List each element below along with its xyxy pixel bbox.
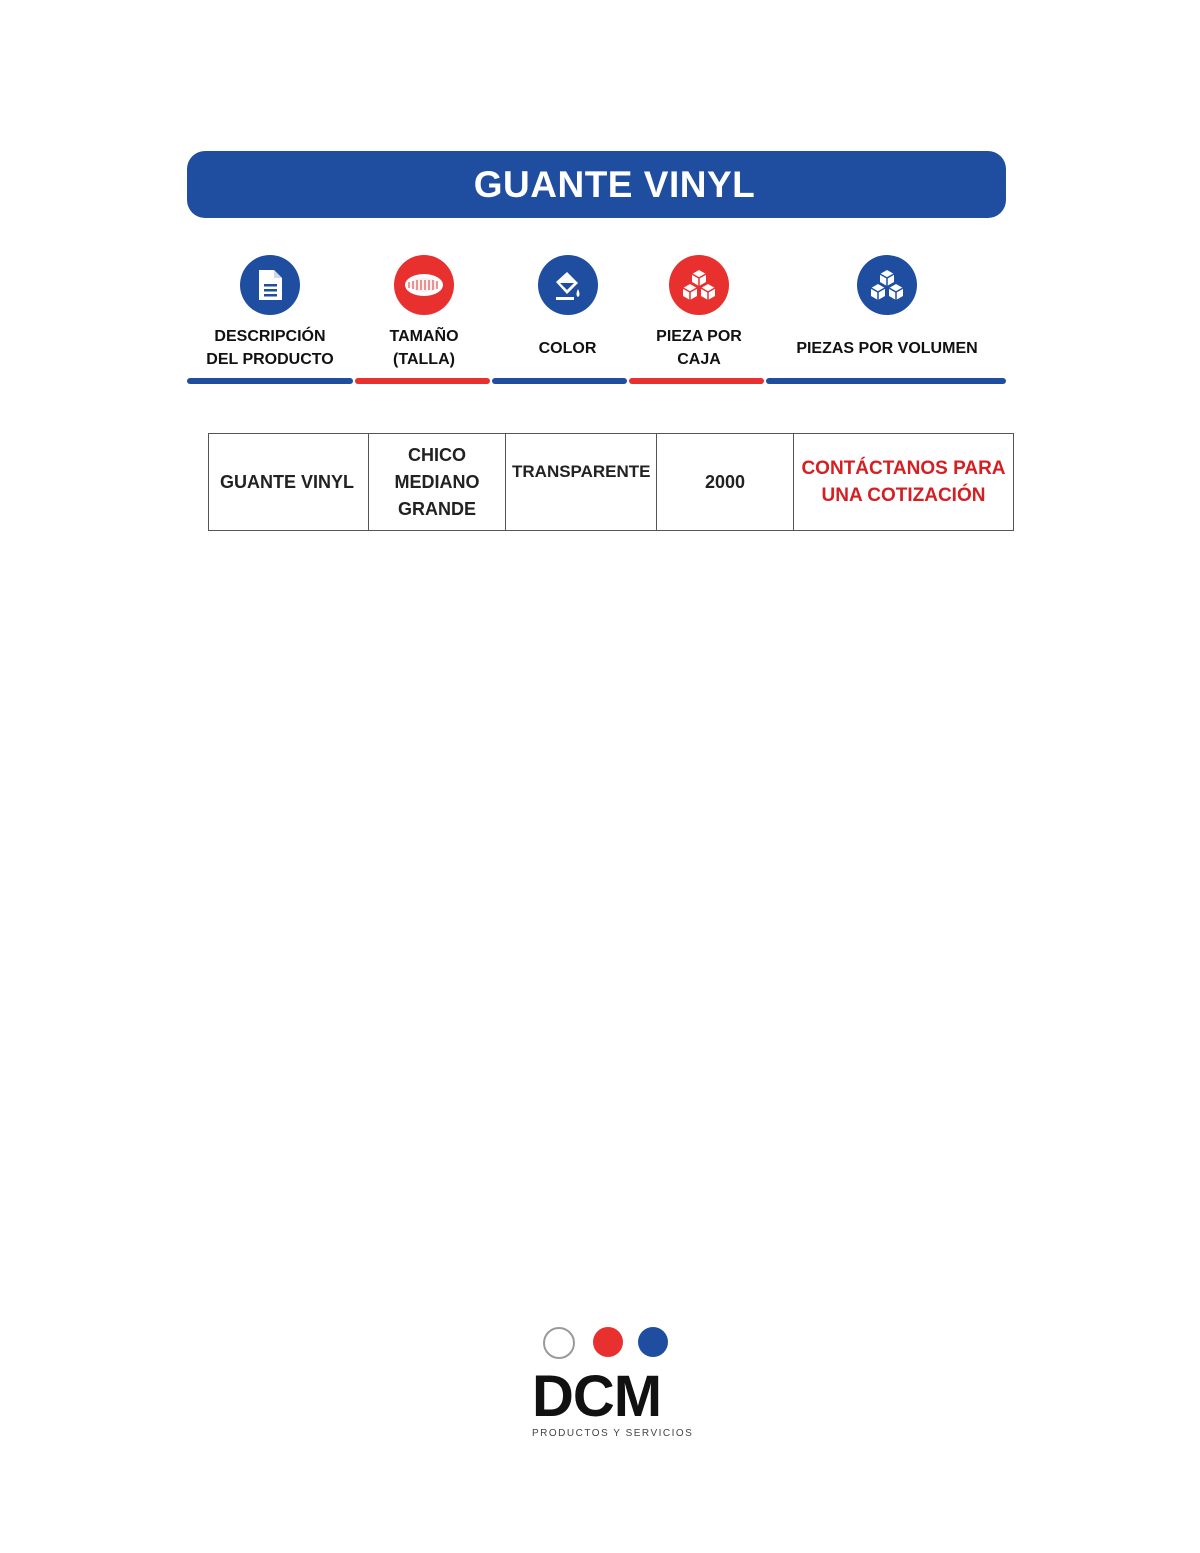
logo-dot-red bbox=[593, 1327, 623, 1357]
volume-cell bbox=[794, 434, 1014, 531]
size-chico: CHICO bbox=[408, 444, 466, 465]
title-banner bbox=[187, 151, 1006, 218]
dcm-logo bbox=[530, 1323, 694, 1443]
logo-tagline: PRODUCTOS Y SERVICIOS bbox=[532, 1428, 694, 1439]
header-pieza-por-caja bbox=[630, 255, 768, 373]
header-tamano bbox=[350, 255, 498, 373]
pieces-per-box-cell: 2000 bbox=[657, 434, 794, 531]
logo-dot-blue bbox=[638, 1327, 668, 1357]
header-underline bbox=[187, 378, 353, 384]
header-color bbox=[500, 255, 635, 373]
header-piezas-por-volumen bbox=[768, 255, 1006, 373]
product-spec-table bbox=[208, 433, 1014, 531]
logo-dot-white bbox=[543, 1327, 575, 1359]
header-underline bbox=[355, 378, 490, 384]
contact-line-2: UNA COTIZACIÓN bbox=[821, 485, 986, 506]
boxes-icon bbox=[669, 255, 729, 315]
header-label: DESCRIPCIÓN DEL PRODUCTO bbox=[206, 328, 334, 368]
table-row bbox=[209, 434, 1014, 531]
header-label: PIEZAS POR VOLUMEN bbox=[796, 339, 978, 357]
sizes-cell bbox=[369, 434, 506, 531]
boxes-icon bbox=[857, 255, 917, 315]
header-label: TAMAÑO (TALLA) bbox=[389, 328, 459, 368]
header-descripcion bbox=[195, 255, 345, 373]
size-grande: GRANDE bbox=[397, 498, 476, 519]
measuring-tape-icon bbox=[394, 255, 454, 315]
header-underline bbox=[766, 378, 1006, 384]
product-cell: GUANTE VINYL bbox=[209, 434, 369, 531]
header-underline bbox=[492, 378, 627, 384]
logo-name: DCM bbox=[532, 1364, 662, 1429]
header-underline bbox=[629, 378, 764, 384]
color-cell: TRANSPARENTE bbox=[506, 434, 657, 531]
header-label: PIEZA POR CAJA bbox=[656, 328, 742, 368]
document-icon bbox=[240, 255, 300, 315]
paint-bucket-icon bbox=[538, 255, 598, 315]
contact-line-1: CONTÁCTANOS PARA bbox=[801, 458, 1006, 479]
size-mediano: MEDIANO bbox=[394, 471, 480, 492]
header-label: COLOR bbox=[538, 339, 597, 357]
page-title: GUANTE VINYL bbox=[473, 163, 756, 205]
